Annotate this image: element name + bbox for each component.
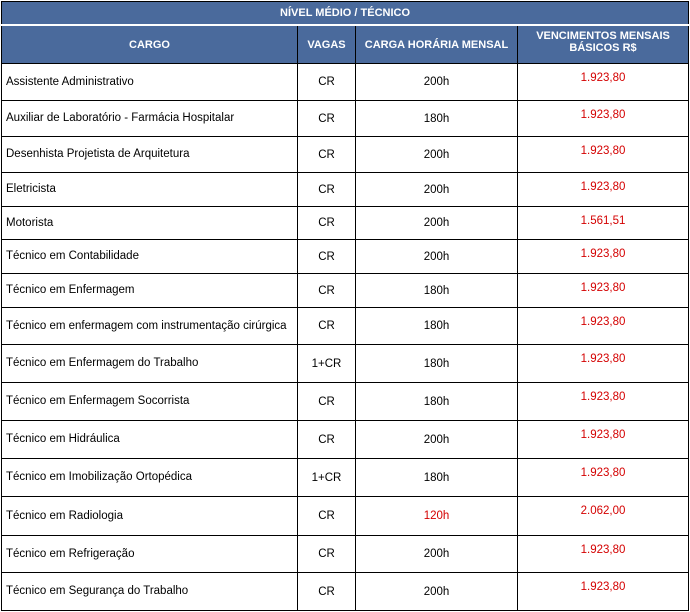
cell-vagas: CR — [298, 173, 356, 207]
cell-vagas: CR — [298, 497, 356, 536]
cell-carga: 180h — [356, 101, 518, 137]
cell-vencimento: 1.923,80 — [518, 536, 689, 573]
cell-vencimento: 1.923,80 — [518, 459, 689, 497]
cell-vencimento: 1.923,80 — [518, 64, 689, 101]
cell-cargo: Técnico em Enfermagem — [2, 274, 298, 308]
table-row — [2, 459, 689, 497]
table-title: NÍVEL MÉDIO / TÉCNICO — [2, 2, 689, 26]
cell-cargo: Técnico em Enfermagem do Trabalho — [2, 345, 298, 383]
cell-cargo: Técnico em Enfermagem Socorrista — [2, 383, 298, 421]
table-title-row — [2, 2, 689, 26]
table-row — [2, 240, 689, 274]
table-row — [2, 345, 689, 383]
cell-carga: 180h — [356, 308, 518, 345]
header-vagas: VAGAS — [298, 25, 356, 64]
cell-carga: 200h — [356, 137, 518, 173]
cell-carga: 180h — [356, 383, 518, 421]
cell-vagas: CR — [298, 308, 356, 345]
table-row — [2, 308, 689, 345]
header-carga: CARGA HORÁRIA MENSAL — [356, 25, 518, 64]
cell-cargo: Técnico em Imobilização Ortopédica — [2, 459, 298, 497]
cell-vagas: CR — [298, 101, 356, 137]
cell-vencimento: 1.561,51 — [518, 207, 689, 240]
cell-vagas: 1+CR — [298, 345, 356, 383]
cell-vagas: CR — [298, 421, 356, 459]
cell-vencimento: 1.923,80 — [518, 308, 689, 345]
cell-carga: 180h — [356, 345, 518, 383]
cell-cargo: Técnico em Hidráulica — [2, 421, 298, 459]
cell-vencimento: 1.923,80 — [518, 421, 689, 459]
cell-carga: 180h — [356, 274, 518, 308]
cell-cargo: Auxiliar de Laboratório - Farmácia Hospitalar — [2, 101, 298, 137]
cell-carga: 200h — [356, 173, 518, 207]
table-row — [2, 383, 689, 421]
cell-cargo: Técnico em Contabilidade — [2, 240, 298, 274]
cell-carga: 200h — [356, 207, 518, 240]
cell-vagas: CR — [298, 137, 356, 173]
table-row — [2, 137, 689, 173]
cell-cargo: Motorista — [2, 207, 298, 240]
cell-carga: 200h — [356, 64, 518, 101]
header-vencimentos: VENCIMENTOS MENSAIS BÁSICOS R$ — [518, 25, 689, 64]
cell-vagas: 1+CR — [298, 459, 356, 497]
table-row — [2, 64, 689, 101]
table-row — [2, 173, 689, 207]
cell-carga: 200h — [356, 421, 518, 459]
cell-vagas: CR — [298, 383, 356, 421]
cell-vencimento: 1.923,80 — [518, 573, 689, 611]
cell-vencimento: 1.923,80 — [518, 345, 689, 383]
header-cargo: CARGO — [2, 25, 298, 64]
cell-vencimento: 1.923,80 — [518, 173, 689, 207]
cell-cargo: Técnico em Radiologia — [2, 497, 298, 536]
table-row — [2, 101, 689, 137]
cell-cargo: Desenhista Projetista de Arquitetura — [2, 137, 298, 173]
cell-carga: 200h — [356, 240, 518, 274]
cell-carga: 200h — [356, 573, 518, 611]
cell-vagas: CR — [298, 536, 356, 573]
cell-vagas: CR — [298, 240, 356, 274]
cell-cargo: Eletricista — [2, 173, 298, 207]
table-row — [2, 497, 689, 536]
table-body — [2, 64, 689, 611]
cell-cargo: Assistente Administrativo — [2, 64, 298, 101]
cell-carga: 180h — [356, 459, 518, 497]
cell-cargo: Técnico em Refrigeração — [2, 536, 298, 573]
cell-vencimento: 1.923,80 — [518, 240, 689, 274]
cell-vagas: CR — [298, 274, 356, 308]
cell-vencimento: 1.923,80 — [518, 101, 689, 137]
cell-vagas: CR — [298, 207, 356, 240]
cell-vencimento: 2.062,00 — [518, 497, 689, 536]
positions-table — [1, 1, 689, 611]
table-row — [2, 274, 689, 308]
table-row — [2, 421, 689, 459]
cell-vencimento: 1.923,80 — [518, 137, 689, 173]
cell-cargo: Técnico em enfermagem com instrumentação cirúrgica — [2, 308, 298, 345]
cell-vagas: CR — [298, 64, 356, 101]
table-row — [2, 207, 689, 240]
table-row — [2, 573, 689, 611]
cell-cargo: Técnico em Segurança do Trabalho — [2, 573, 298, 611]
table-header-row — [2, 25, 689, 64]
table-row — [2, 536, 689, 573]
cell-carga: 120h — [356, 497, 518, 536]
cell-vencimento: 1.923,80 — [518, 274, 689, 308]
cell-vencimento: 1.923,80 — [518, 383, 689, 421]
cell-carga: 200h — [356, 536, 518, 573]
cell-vagas: CR — [298, 573, 356, 611]
